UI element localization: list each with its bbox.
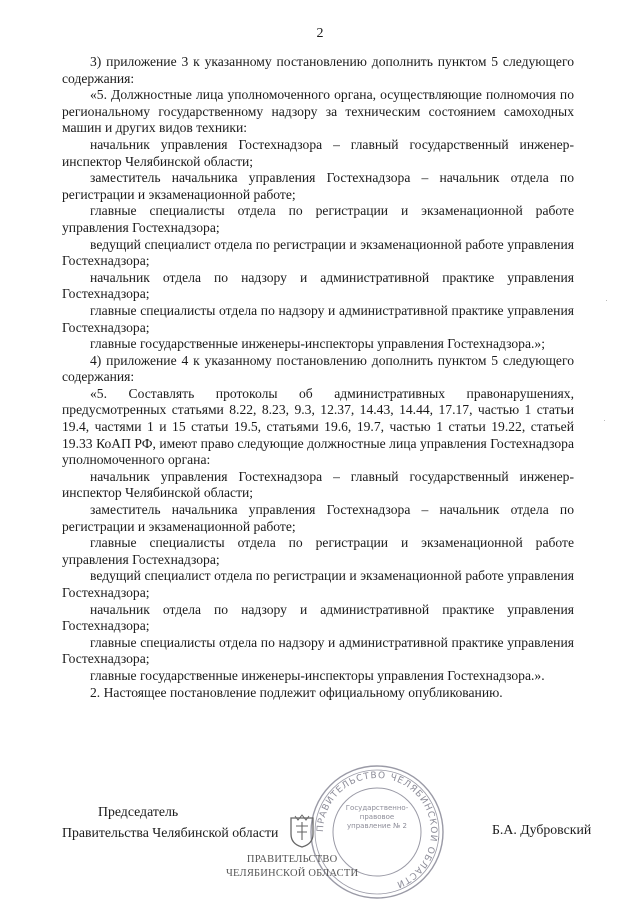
signatory-title-line2: Правительства Челябинской области	[62, 825, 279, 840]
government-stamp	[226, 853, 358, 881]
paragraph: ведущий специалист отдела по регистрации и экзаменационной работе управления Гостехнадзора;	[62, 236, 574, 269]
signatory-title-line1: Председатель	[98, 804, 179, 819]
official-seal-icon	[292, 760, 462, 905]
scan-dot	[604, 420, 605, 421]
stamp-line1: ПРАВИТЕЛЬСТВО	[246, 854, 338, 865]
paragraph: «5. Должностные лица уполномоченного органа, осуществляющие полномочия по региональному государственному надзору за техническим состоянием самоходных машин и других видов техники:	[62, 87, 574, 136]
coat-of-arms-icon	[289, 814, 315, 848]
stamp-line2: ЧЕЛЯБИНСКОЙ ОБЛАСТИ	[226, 868, 359, 879]
paragraph: главные специалисты отдела по надзору и административной практике управления Гостехнадзора;	[62, 302, 574, 335]
paragraph: начальник отдела по надзору и административной практике управления Гостехнадзора;	[62, 269, 574, 302]
paragraph: начальник отдела по надзору и административной практике управления Гостехнадзора;	[62, 601, 574, 634]
paragraph: «5. Составлять протоколы об административных правонарушениях, предусмотренных статьями 8.22, 8.23, 9.3, 12.37, 14.43, 14.44, 17.17, частью 1 статьи 19.4, частями 1 и 15 статьи 19.5, статьями 19.6, 19.7, частью 1 статьи 19.22, статьей 19.33 КоАП РФ, имеют право следующие должностные лица управления Гостехнадзора уполномоченного органа:	[62, 385, 574, 468]
paragraph: ведущий специалист отдела по регистрации и экзаменационной работе управления Гостехнадзора;	[62, 568, 574, 600]
scan-dot	[606, 300, 607, 301]
paragraph: 3) приложение 3 к указанному постановлению дополнить пунктом 5 следующего содержания:	[62, 54, 574, 86]
paragraph: заместитель начальника управления Гостехнадзора – начальник отдела по регистрации и экзаменационной работе;	[62, 502, 574, 534]
paragraph: начальник управления Гостехнадзора – главный государственный инженер-инспектор Челябинской области;	[62, 136, 574, 169]
paragraph: главные государственные инженеры-инспекторы управления Гостехнадзора.».	[90, 667, 545, 683]
paragraph: главные специалисты отдела по надзору и административной практике управления Гостехнадзора;	[62, 634, 574, 667]
paragraph: главные специалисты отдела по регистрации и экзаменационной работе управления Гостехнадзора;	[62, 203, 574, 235]
document-body	[62, 54, 574, 701]
paragraph: главные специалисты отдела по регистрации и экзаменационной работе управления Гостехнадзора;	[62, 535, 574, 567]
paragraph: заместитель начальника управления Гостехнадзора – начальник отдела по регистрации и экзаменационной работе;	[62, 170, 574, 202]
paragraph: главные государственные инженеры-инспекторы управления Гостехнадзора.»;	[90, 336, 545, 352]
seal-outer-text: ПРАВИТЕЛЬСТВО ЧЕЛЯБИНСКОЙ ОБЛАСТИ	[315, 770, 439, 890]
seal-inner-text: Государственно-правовое управление № 2	[345, 804, 409, 830]
paragraph: 2. Настоящее постановление подлежит официальному опубликованию.	[90, 684, 503, 700]
signatory-title	[62, 801, 278, 843]
paragraph: 4) приложение 4 к указанному постановлению дополнить пунктом 5 следующего содержания:	[62, 352, 574, 385]
signatory-name: Б.А. Дубровский	[492, 822, 592, 837]
paragraph: начальник управления Гостехнадзора – главный государственный инженер-инспектор Челябинской области;	[62, 468, 574, 501]
page-number: 2	[316, 26, 324, 41]
